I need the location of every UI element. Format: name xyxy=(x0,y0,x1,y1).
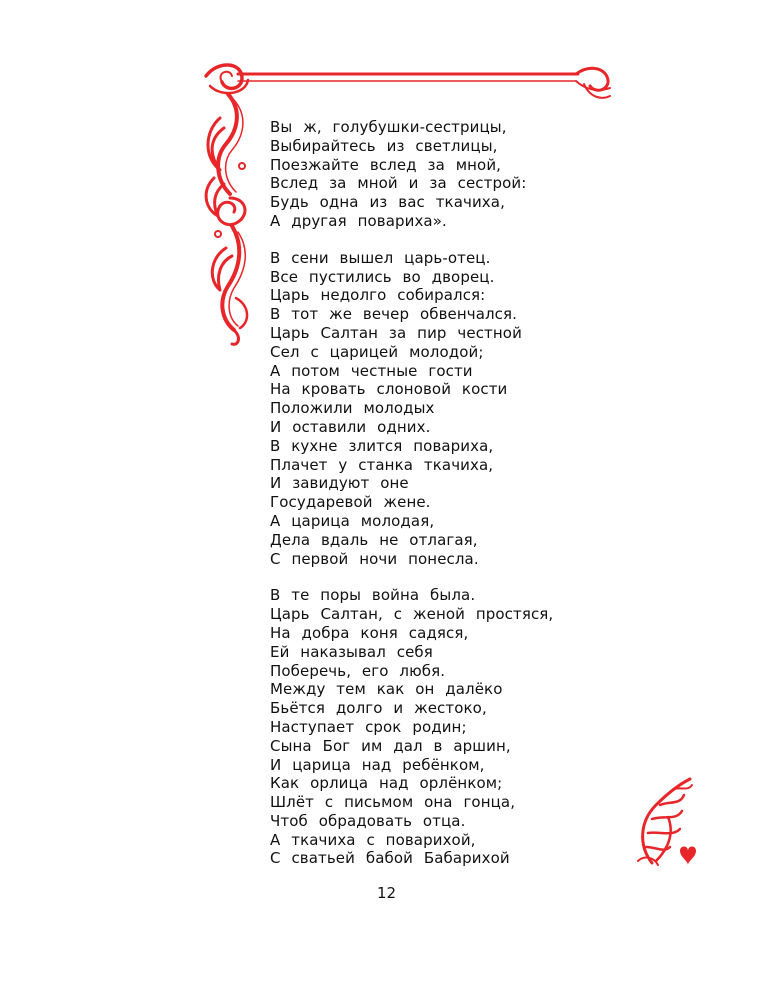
poem-line: В кухне злится повариха, xyxy=(270,436,494,455)
poem-line: Ей наказывал себя xyxy=(270,642,433,661)
poem-line: Бьётся долго и жестоко, xyxy=(270,699,487,718)
stanza xyxy=(270,118,610,231)
floral-leaf-ornament xyxy=(630,775,700,870)
poem-line: А царица молодая, xyxy=(270,511,435,530)
poem-line: Поберечь, его любя. xyxy=(270,661,446,680)
poem-line: Наступает срок родин; xyxy=(270,717,467,736)
poem-line: На добра коня садяся, xyxy=(270,623,469,642)
stanza xyxy=(270,249,610,569)
poem-line: Выбирайтесь из светлицы, xyxy=(270,136,498,155)
poem-line: Государевой жене. xyxy=(270,493,431,512)
poem-line: В тот же вечер обвенчался. xyxy=(270,305,518,324)
poem-line: Царь недолго собирался: xyxy=(270,286,486,305)
poem-line: Все пустились во дворец. xyxy=(270,267,495,286)
poem-line: Между тем как он далёко xyxy=(270,680,503,699)
poem-line: Чтоб обрадовать отца. xyxy=(270,811,466,830)
poem-line: А ткачиха с поварихой, xyxy=(270,830,476,849)
poem-line: Поезжайте вслед за мной, xyxy=(270,155,502,174)
poem-line: Плачет у станка ткачиха, xyxy=(270,455,494,474)
poem-line: С сватьей бабой Бабарихой xyxy=(270,849,510,868)
poem-line: С первой ночи понесла. xyxy=(270,549,479,568)
poem-line: Положили молодых xyxy=(270,399,435,418)
poem-line: Сына Бог им дал в аршин, xyxy=(270,736,511,755)
poem-line: А другая повариха». xyxy=(270,211,447,230)
poem-line: В те поры война была. xyxy=(270,586,476,605)
poem-line: И завидуют оне xyxy=(270,474,409,493)
poem-line: Вслед за мной и за сестрой: xyxy=(270,174,527,193)
poem-line: На кровать слоновой кости xyxy=(270,380,508,399)
poem-line: Царь Салтан, с женой простяся, xyxy=(270,605,554,624)
poem-line: А потом честные гости xyxy=(270,361,473,380)
poem-line: Сел с царицей молодой; xyxy=(270,342,484,361)
poem-line: Вы ж, голубушки-сестрицы, xyxy=(270,118,507,136)
poem-line: Шлёт с письмом она гонца, xyxy=(270,793,516,812)
poem-line: Как орлица над орлёнком; xyxy=(270,774,503,793)
poem-line: И оставили одних. xyxy=(270,417,431,436)
poem xyxy=(270,118,610,886)
poem-line: Дела вдаль не отлагая, xyxy=(270,530,478,549)
poem-line: Царь Салтан за пир честной xyxy=(270,323,522,342)
stanza xyxy=(270,586,610,868)
page-number: 12 xyxy=(376,884,397,902)
poem-line: И царица над ребёнком, xyxy=(270,755,485,774)
heart-icon xyxy=(680,847,696,866)
poem-line: Будь одна из вас ткачиха, xyxy=(270,193,505,212)
poem-line: В сени вышел царь-отец. xyxy=(270,248,491,267)
